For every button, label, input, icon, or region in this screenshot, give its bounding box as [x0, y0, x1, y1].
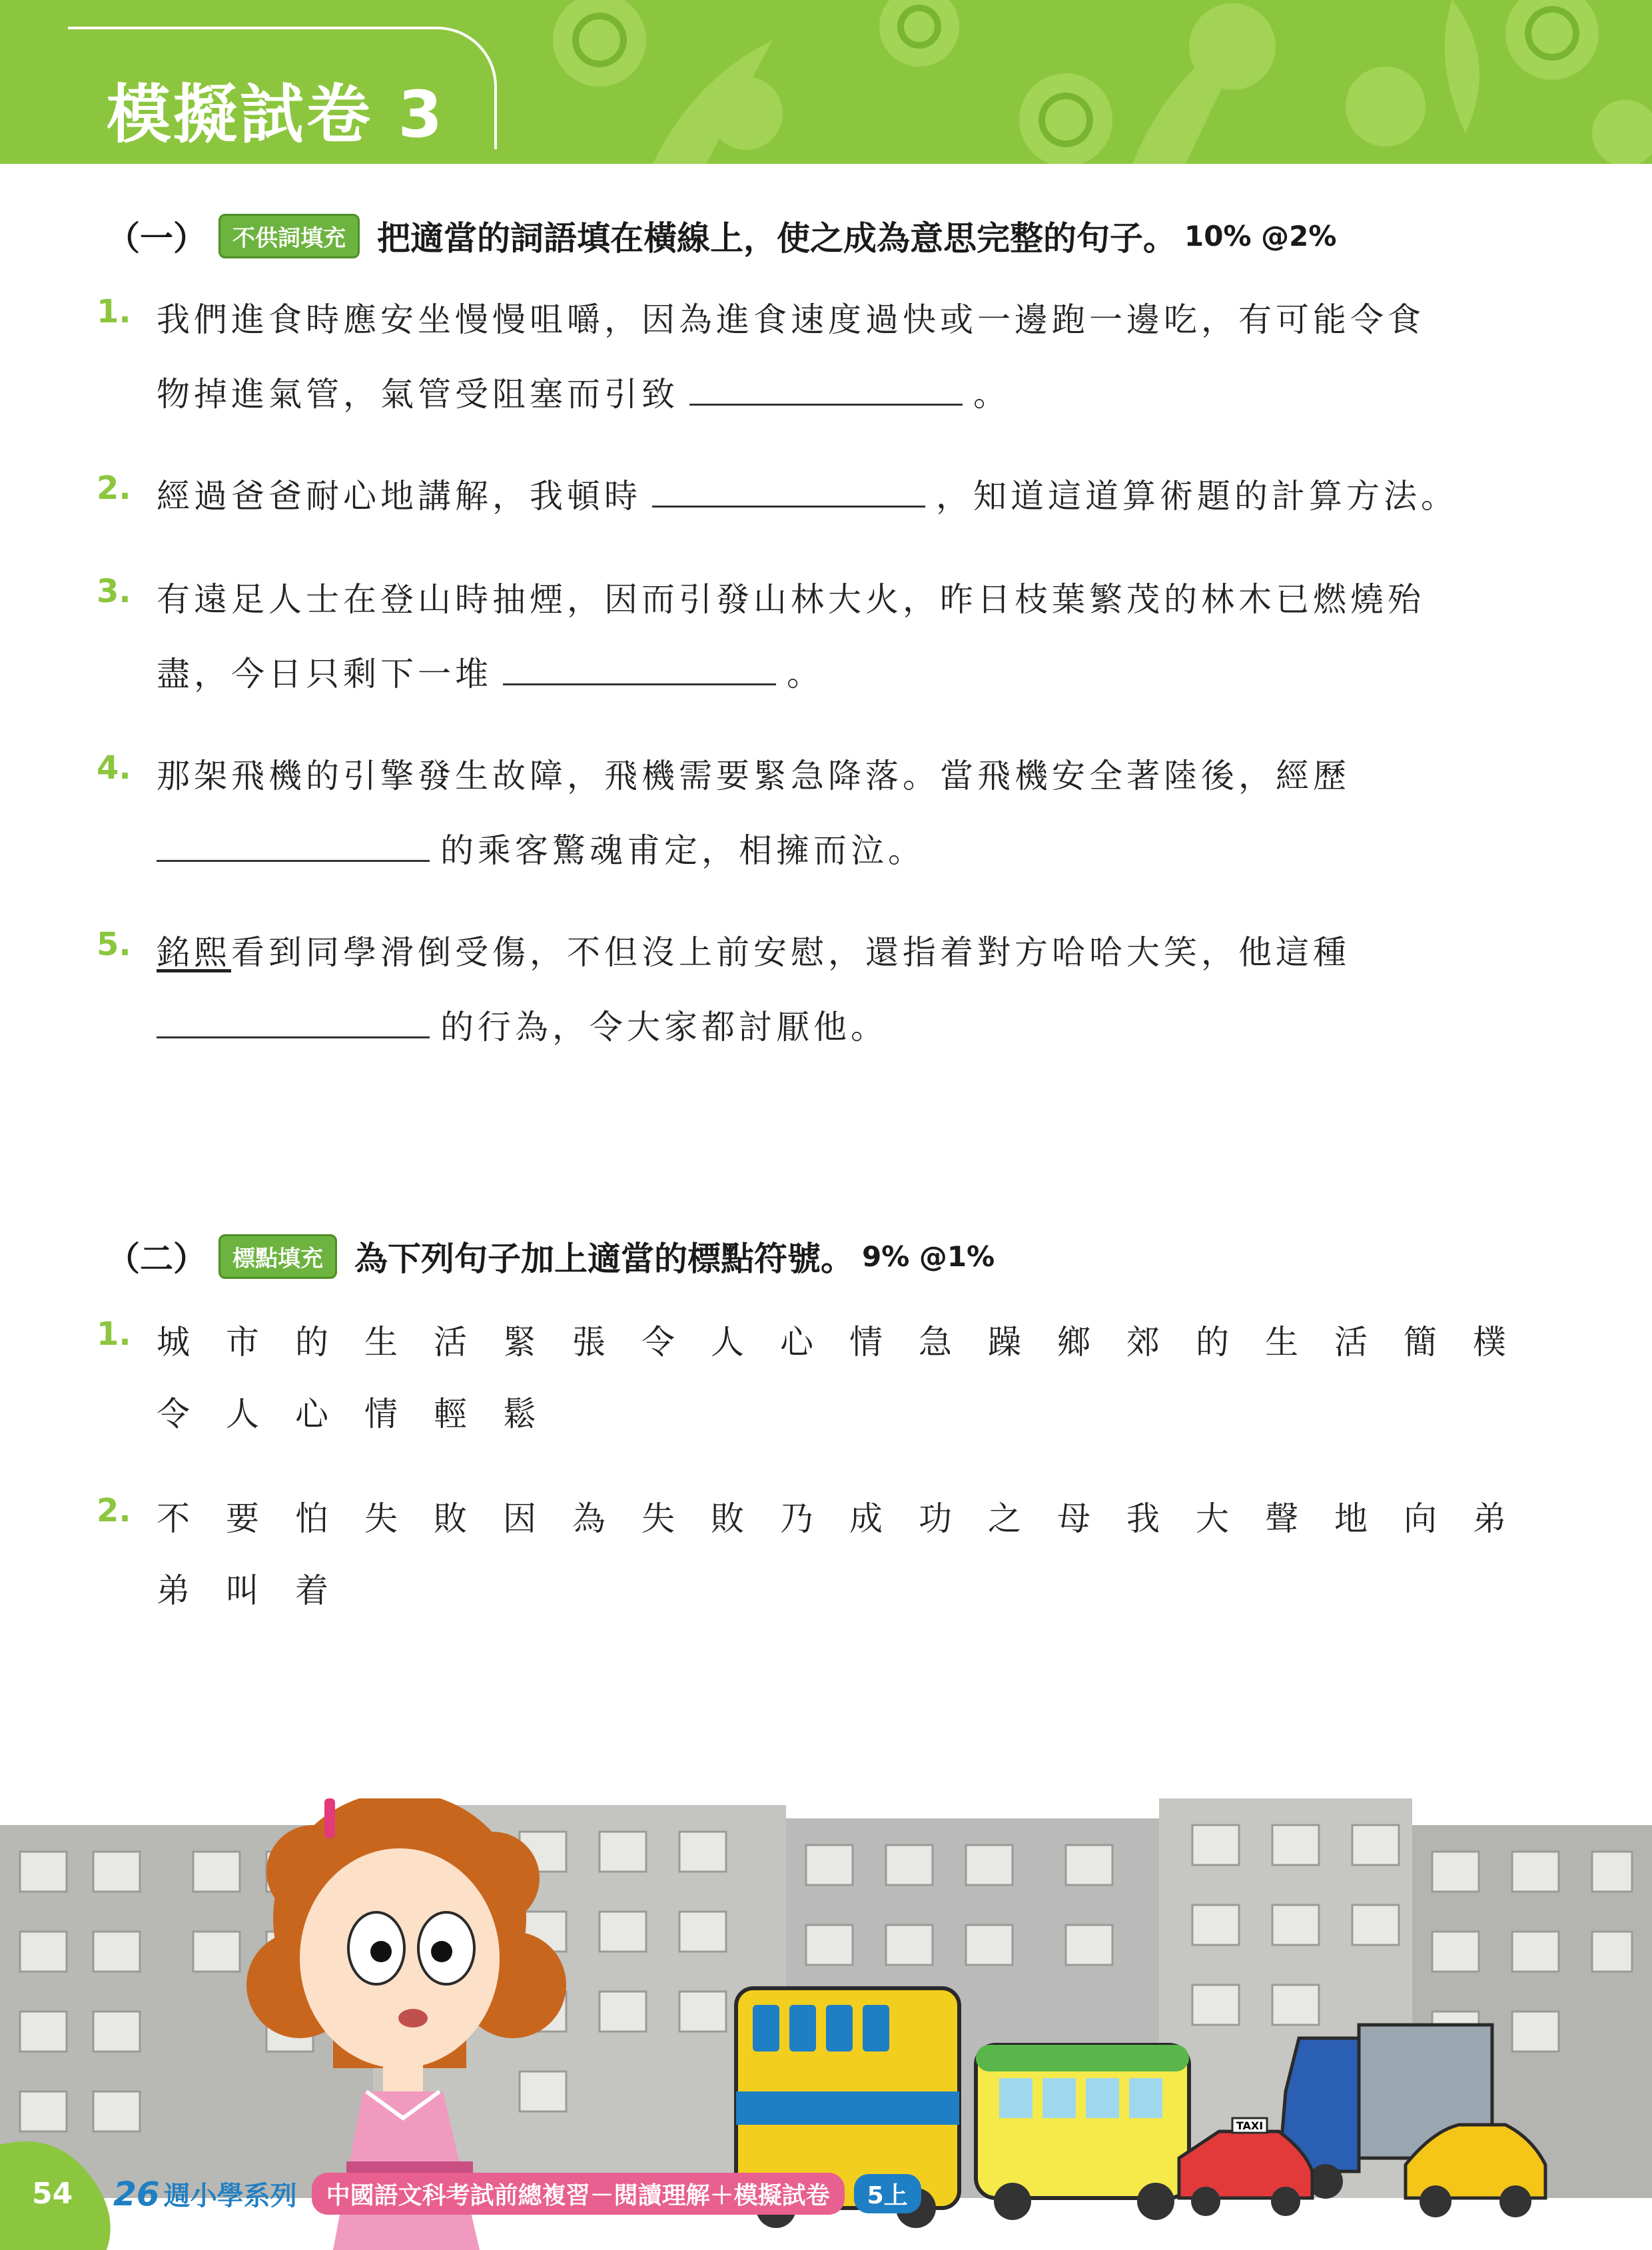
character: 怕 [295, 1499, 328, 1538]
character: 母 [1057, 1499, 1090, 1538]
answer-blank[interactable] [652, 472, 925, 508]
character: 成 [849, 1499, 883, 1538]
question-text-line-2 [157, 824, 925, 872]
character: 我 [1126, 1499, 1160, 1538]
question-number: 5. [97, 926, 131, 963]
grade-badge: 5上 [854, 2174, 921, 2213]
green-bus [976, 2045, 1189, 2220]
question-text-line-2 [157, 647, 824, 695]
brand-name: 週小學系列 [163, 2181, 297, 2211]
character: 弟 [1473, 1499, 1506, 1538]
question-text: 的行為，令大家都討厭他。 [440, 1008, 888, 1046]
character: 心 [780, 1323, 813, 1361]
section-number: （二） [107, 1240, 206, 1278]
character: 鄉 [1057, 1323, 1090, 1361]
question-number: 2. [97, 470, 131, 507]
character: 不 [157, 1499, 190, 1538]
character: 人 [226, 1395, 259, 1433]
character: 急 [919, 1323, 952, 1361]
character: 躁 [988, 1323, 1021, 1361]
character: 樸 [1473, 1323, 1506, 1361]
section-1-heading [107, 212, 1336, 260]
page-number: 54 [32, 2177, 73, 2211]
character: 失 [364, 1499, 398, 1538]
character: 向 [1404, 1499, 1437, 1538]
character: 的 [1196, 1323, 1229, 1361]
question-text-line-1 [157, 926, 1350, 974]
character: 聲 [1265, 1499, 1298, 1538]
question-text: 盡，今日只剩下一堆 [157, 655, 492, 693]
book-title: 中國語文科考試前總複習－閱讀理解＋模擬試卷 [312, 2173, 845, 2215]
question-text: 看到同學滑倒受傷，不但沒上前安慰，還指着對方哈哈大笑，他這種 [231, 933, 1350, 972]
question-text-line-1 [157, 1315, 1542, 1363]
character: 因 [503, 1499, 536, 1538]
question-text-line-2 [157, 1000, 888, 1048]
character: 輕 [434, 1395, 467, 1433]
section-score: 9% @1% [862, 1240, 995, 1273]
character: 的 [295, 1323, 328, 1361]
character: 敗 [434, 1499, 467, 1538]
character: 功 [919, 1499, 952, 1538]
character: 乃 [780, 1499, 813, 1538]
proper-name-underlined: 銘熙 [157, 933, 231, 972]
question-text-line-1: 我們進食時應安坐慢慢咀嚼，因為進食速度過快或一邊跑一邊吃，有可能令食 [157, 300, 1425, 339]
question-text-line-1: 那架飛機的引擎發生故障，飛機需要緊急降落。當飛機安全著陸後，經歷 [157, 757, 1350, 795]
section-instruction: 把適當的詞語填在橫線上，使之成為意思完整的句子。 [377, 219, 1176, 258]
question-text: 物掉進氣管，氣管受阻塞而引致 [157, 375, 679, 414]
character: 大 [1196, 1499, 1229, 1538]
taxi-sign-text: TAXI [1236, 2119, 1264, 2132]
answer-blank[interactable] [689, 370, 963, 406]
character: 情 [849, 1323, 883, 1361]
character: 城 [157, 1323, 190, 1361]
question-number: 4. [97, 749, 131, 787]
character: 之 [988, 1499, 1021, 1538]
character: 緊 [503, 1323, 536, 1361]
question-text-line-1: 有遠足人士在登山時抽煙，因而引發山林大火，昨日枝葉繁茂的林木已燃燒殆 [157, 580, 1425, 619]
question-number: 3. [97, 573, 131, 610]
character: 生 [364, 1323, 398, 1361]
character: 失 [641, 1499, 675, 1538]
section-2-heading [107, 1232, 995, 1280]
character: 敗 [711, 1499, 744, 1538]
character: 地 [1334, 1499, 1368, 1538]
question-text-line-2 [157, 1564, 364, 1612]
question-text: 。 [787, 655, 824, 693]
character: 活 [1334, 1323, 1368, 1361]
section-score: 10% @2% [1184, 219, 1337, 252]
question-text: 的乘客驚魂甫定，相擁而泣。 [440, 831, 925, 870]
question-text: 。 [973, 375, 1011, 414]
character: 要 [226, 1499, 259, 1538]
question-number: 1. [97, 1315, 131, 1353]
character: 鬆 [503, 1395, 536, 1433]
question-text-line-1 [157, 1492, 1542, 1540]
footer-bar [113, 2173, 921, 2215]
character: 活 [434, 1323, 467, 1361]
character: 市 [226, 1323, 259, 1361]
section-number: （一） [107, 219, 206, 258]
question-number: 1. [97, 293, 131, 330]
question-text-line-2 [157, 368, 1011, 416]
character: 生 [1265, 1323, 1298, 1361]
character: 弟 [157, 1571, 190, 1610]
page-title: 模擬試卷 3 [107, 77, 446, 152]
character: 郊 [1126, 1323, 1160, 1361]
character: 情 [364, 1395, 398, 1433]
section-tag: 不供詞填充 [218, 214, 360, 258]
character: 令 [157, 1395, 190, 1433]
answer-blank[interactable] [503, 650, 776, 685]
question-text: 經過爸爸耐心地講解，我頓時 [157, 477, 641, 516]
answer-blank[interactable] [157, 827, 430, 862]
question-text-line-1 [157, 470, 1458, 518]
question-number: 2. [97, 1492, 131, 1529]
brand-logo-number: 26 [113, 2174, 160, 2213]
section-instruction: 為下列句子加上適當的標點符號。 [354, 1240, 854, 1278]
character: 叫 [226, 1571, 259, 1610]
section-tag: 標點填充 [218, 1234, 337, 1279]
question-text-line-2 [157, 1387, 572, 1435]
character: 着 [295, 1571, 328, 1610]
character: 人 [711, 1323, 744, 1361]
character: 令 [641, 1323, 675, 1361]
question-text: ，知道這道算術題的計算方法。 [936, 477, 1458, 516]
answer-blank[interactable] [157, 1003, 430, 1038]
character: 心 [295, 1395, 328, 1433]
character: 張 [572, 1323, 606, 1361]
character: 為 [572, 1499, 606, 1538]
character: 簡 [1404, 1323, 1437, 1361]
